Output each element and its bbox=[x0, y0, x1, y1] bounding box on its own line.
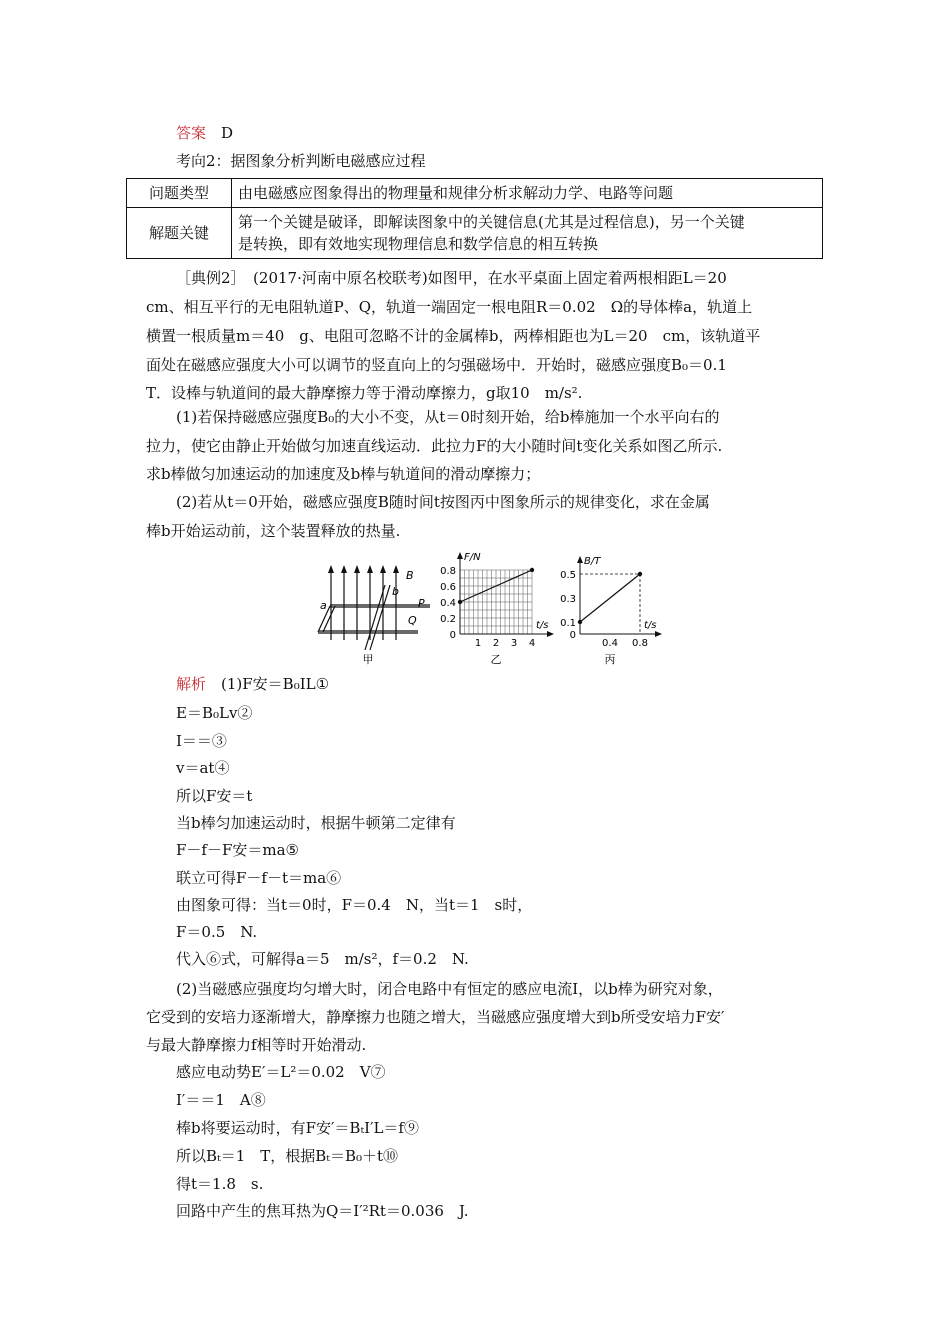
arrowhead bbox=[380, 565, 386, 573]
rod-b-2 bbox=[370, 585, 390, 650]
table-value-line: 是转换，即有效地实现物理信息和数学信息的相互转换 bbox=[238, 235, 599, 253]
solution-text: (1)F安＝B₀IL① bbox=[221, 675, 330, 693]
arrowhead bbox=[393, 565, 399, 573]
x-axis-arrow bbox=[547, 631, 554, 637]
table-value: 由电磁感应图象得出的物理量和规律分析求解动力学、电路等问题 bbox=[232, 179, 823, 208]
solution-part2-line: 与最大静摩擦力f相等时开始滑动. bbox=[146, 1036, 367, 1054]
q1-line: 求b棒做匀加速运动的加速度及b棒与轨道间的滑动摩擦力； bbox=[146, 465, 541, 483]
label-Q: Q bbox=[408, 614, 417, 627]
y-tick-label: 0.1 bbox=[560, 618, 576, 629]
answer-label: 答案 bbox=[176, 124, 207, 142]
problem-line: 横置一根质量m＝40 g、电阻可忽略不计的金属棒b，两棒相距也为L＝20 cm，该轨道平 bbox=[146, 327, 761, 345]
y-axis-arrow bbox=[577, 556, 583, 563]
problem-line: cm、相互平行的无电阻轨道P、Q，轨道一端固定一根电阻R＝0.02 Ω的导体棒a，轨道上 bbox=[146, 298, 753, 316]
q2-line: (2)若从t＝0开始，磁感应强度B随时间t按图丙中图象所示的规律变化，求在金属 bbox=[176, 493, 710, 511]
solution-part2-line: (2)当磁感应强度均匀增大时，闭合电路中有恒定的感应电流I，以b棒为研究对象， bbox=[176, 980, 723, 998]
label-a: a bbox=[320, 599, 327, 612]
table-key: 问题类型 bbox=[127, 179, 232, 208]
solution-line: F＝0.5 N. bbox=[176, 923, 258, 941]
x-tick-label: 4 bbox=[528, 638, 536, 649]
solution-line: 当b棒匀加速运动时，根据牛顿第二定律有 bbox=[176, 814, 456, 832]
problem-line: 面处在磁感应强度大小可以调节的竖直向上的匀强磁场中．开始时，磁感应强度B₀＝0.1 bbox=[146, 356, 727, 374]
x-axis-arrow bbox=[655, 631, 662, 637]
label-b: b bbox=[392, 585, 399, 598]
caption-jia: 甲 bbox=[362, 653, 374, 666]
solution-label: 解析 bbox=[176, 675, 207, 693]
arrowhead bbox=[341, 565, 347, 573]
y-tick-label: 0.3 bbox=[560, 594, 576, 605]
y-axis-label: F/N bbox=[464, 552, 481, 563]
y-tick-label: 0.6 bbox=[440, 582, 456, 593]
problem-line: T．设棒与轨道间的最大静摩擦力等于滑动摩擦力，g取10 m/s². bbox=[146, 384, 583, 402]
figure-panel bbox=[300, 545, 680, 670]
answer-line bbox=[176, 123, 233, 143]
y-tick-label: 0.2 bbox=[440, 614, 456, 625]
chart-yi bbox=[440, 552, 554, 666]
x-tick-label: 3 bbox=[510, 638, 518, 649]
solution-eq-line: 所以Bₜ＝1 T，根据Bₜ＝B₀＋t⑩ bbox=[176, 1147, 399, 1165]
x-tick-label: 1 bbox=[474, 638, 482, 649]
table-value bbox=[232, 208, 823, 259]
x-tick-label: 0.8 bbox=[632, 638, 648, 649]
x-axis-label: t/s bbox=[644, 620, 657, 631]
problem-line: ［典例2］ (2017·河南中原名校联考)如图甲，在水平桌面上固定着两根相距L＝20 bbox=[176, 269, 727, 287]
arrowhead bbox=[354, 565, 360, 573]
y-axis-label: B/T bbox=[584, 556, 601, 567]
table-row bbox=[127, 179, 823, 208]
q2-line: 棒b开始运动前，这个装置释放的热量. bbox=[146, 522, 401, 540]
q1-line: (1)若保持磁感应强度B₀的大小不变，从t＝0时刻开始，给b棒施加一个水平向右的 bbox=[176, 408, 720, 426]
answer-value: D bbox=[221, 124, 234, 142]
x-tick-label: 2 bbox=[492, 638, 500, 649]
solution-part2-line: 它受到的安培力逐渐增大，静摩擦力也随之增大，当磁感应强度增大到b所受安培力F安′ bbox=[146, 1008, 725, 1026]
y-tick-label: 0.8 bbox=[440, 566, 456, 577]
solution-line: 由图象可得：当t＝0时，F＝0.4 N，当t＝1 s时， bbox=[176, 896, 533, 914]
data-point bbox=[530, 568, 534, 572]
arrowhead bbox=[328, 565, 334, 573]
table-key: 解题关键 bbox=[127, 208, 232, 259]
solution-line: 联立可得F－f－t＝ma⑥ bbox=[176, 869, 342, 887]
solution-eq-line: 感应电动势E′＝L²＝0.02 V⑦ bbox=[176, 1063, 386, 1081]
table-value-line: 第一个关键是破译，即解读图象中的关键信息(尤其是过程信息)，另一个关键 bbox=[238, 213, 745, 231]
y-tick-label: 0.4 bbox=[440, 598, 456, 609]
solution-line: 所以F安＝t bbox=[176, 787, 253, 805]
y-tick-label: 0 bbox=[569, 630, 576, 641]
table-row bbox=[127, 208, 823, 259]
x-axis-label: t/s bbox=[536, 620, 549, 631]
solution-line-1 bbox=[176, 674, 329, 694]
caption-yi: 乙 bbox=[490, 653, 502, 666]
solution-eq-line: 得t＝1.8 s. bbox=[176, 1175, 264, 1193]
caption-bing: 丙 bbox=[604, 653, 616, 666]
q1-line: 拉力，使它由静止开始做匀加速直线运动．此拉力F的大小随时间t变化关系如图乙所示. bbox=[146, 437, 723, 455]
solution-eq-line: 回路中产生的焦耳热为Q＝I′²Rt＝0.036 J. bbox=[176, 1202, 469, 1220]
solution-line: v＝at④ bbox=[176, 759, 230, 777]
data-point bbox=[578, 620, 582, 624]
y-axis-arrow bbox=[457, 552, 463, 559]
label-P: P bbox=[418, 597, 425, 610]
x-tick-label: 0.4 bbox=[602, 638, 618, 649]
y-tick-label: 0 bbox=[449, 630, 456, 641]
field-arrowheads bbox=[328, 565, 399, 573]
arrowhead bbox=[367, 565, 373, 573]
label-B: B bbox=[406, 569, 414, 582]
rod-b bbox=[365, 585, 385, 650]
info-table bbox=[126, 178, 823, 259]
section-title: 考向2：据图象分析判断电磁感应过程 bbox=[176, 152, 426, 170]
solution-line: E＝B₀Lv② bbox=[176, 704, 253, 722]
series-line bbox=[580, 574, 640, 622]
solution-line: F－f－F安＝ma⑤ bbox=[176, 841, 299, 859]
circuit-diagram bbox=[318, 570, 430, 650]
y-tick-label: 0.5 bbox=[560, 570, 576, 581]
chart-bing bbox=[560, 556, 662, 666]
solution-line: 代入⑥式，可解得a＝5 m/s²，f＝0.2 N. bbox=[176, 950, 469, 968]
solution-line: I＝＝③ bbox=[176, 732, 227, 750]
solution-eq-line: 棒b将要运动时，有F安′＝BₜI′L＝f⑨ bbox=[176, 1119, 419, 1137]
solution-eq-line: I′＝＝1 A⑧ bbox=[176, 1091, 266, 1109]
data-point bbox=[458, 600, 462, 604]
